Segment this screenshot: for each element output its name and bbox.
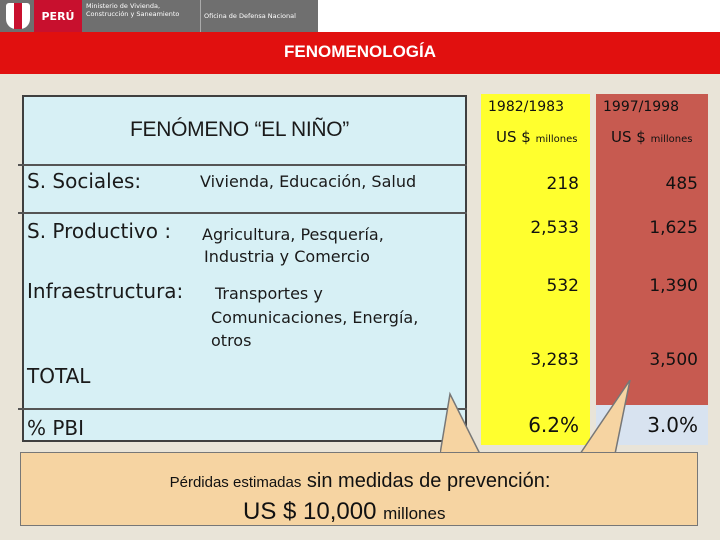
value-pbi-1982: 6.2% bbox=[528, 413, 579, 437]
country-label: PERÚ bbox=[34, 0, 82, 32]
table-title: FENÓMENO “EL NIÑO” bbox=[130, 118, 349, 141]
value-social-1997: 485 bbox=[665, 174, 698, 194]
row-detail-productive-2: Industria y Comercio bbox=[204, 247, 370, 266]
peru-shield-icon bbox=[6, 3, 30, 29]
office-name: Oficina de Defensa Nacional bbox=[200, 0, 318, 32]
phenomenon-table bbox=[22, 95, 467, 442]
value-productive-1982: 2,533 bbox=[530, 218, 579, 238]
value-total-1982: 3,283 bbox=[530, 350, 579, 370]
value-pbi-1997: 3.0% bbox=[647, 413, 698, 437]
slide-title: FENOMENOLOGÍA bbox=[0, 32, 720, 74]
value-total-1997: 3,500 bbox=[649, 350, 698, 370]
row-divider bbox=[18, 212, 467, 214]
value-infrastructure-1982: 532 bbox=[546, 276, 579, 296]
row-divider bbox=[18, 164, 467, 166]
row-label-productive: S. Productivo : bbox=[27, 219, 172, 243]
callout-pointer bbox=[440, 380, 640, 460]
row-detail-infrastructure-3: otros bbox=[211, 331, 252, 350]
header-strip bbox=[0, 0, 720, 32]
callout-line-1: Pérdidas estimadas sin medidas de prevención: bbox=[169, 470, 551, 492]
column-year-1982: 1982/1983 bbox=[488, 99, 564, 115]
value-infrastructure-1997: 1,390 bbox=[649, 276, 698, 296]
row-label-infrastructure: Infraestructura: bbox=[27, 279, 184, 303]
callout-line-2: US $ 10,000 millones bbox=[243, 498, 446, 525]
column-year-1997: 1997/1998 bbox=[603, 99, 679, 115]
ministry-name: Ministerio de Vivienda, Construcción y Saneamiento bbox=[86, 2, 180, 18]
row-label-social: S. Sociales: bbox=[27, 169, 142, 193]
row-label-pbi: % PBI bbox=[27, 416, 85, 440]
row-detail-infrastructure-2: Comunicaciones, Energía, bbox=[211, 308, 419, 327]
column-unit-1997: US $ millones bbox=[611, 128, 693, 146]
column-unit-1982: US $ millones bbox=[496, 128, 578, 146]
row-detail-social: Vivienda, Educación, Salud bbox=[200, 172, 417, 191]
row-label-total: TOTAL bbox=[27, 364, 91, 388]
value-productive-1997: 1,625 bbox=[649, 218, 698, 238]
row-divider bbox=[18, 408, 467, 410]
row-detail-productive-1: Agricultura, Pesquería, bbox=[202, 225, 384, 244]
ministry-logo bbox=[0, 0, 318, 32]
row-detail-infrastructure-1: Transportes y bbox=[215, 284, 323, 303]
value-social-1982: 218 bbox=[546, 174, 579, 194]
